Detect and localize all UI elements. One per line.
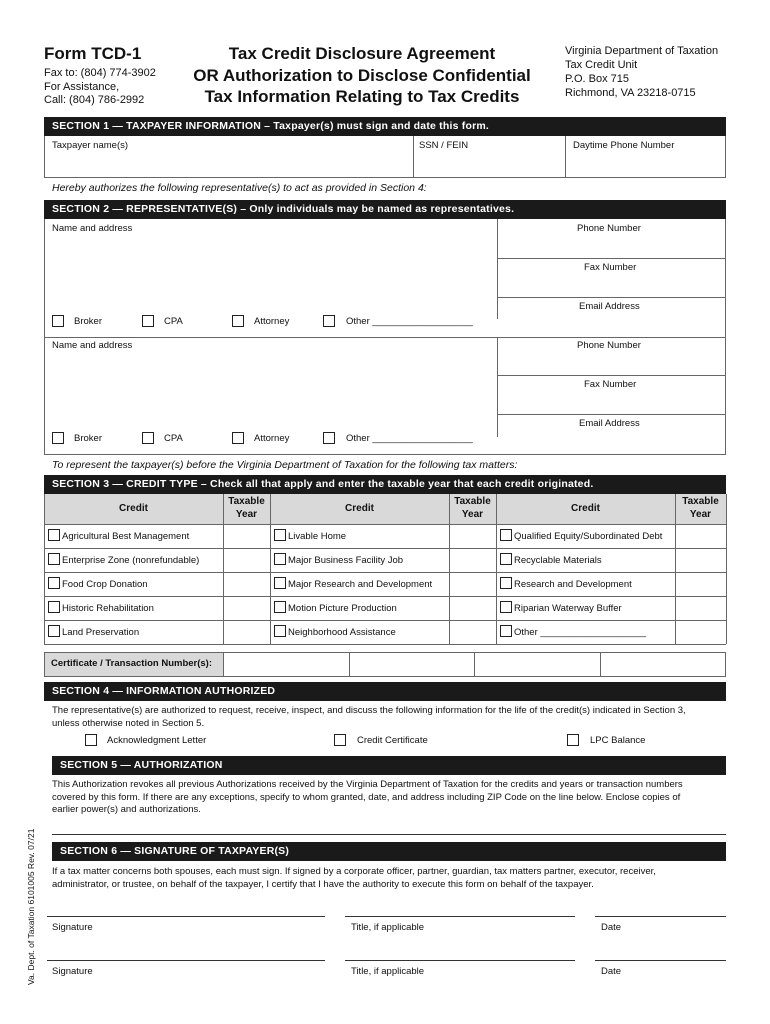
credit-table-vline (726, 494, 727, 644)
title-line-2-field[interactable] (345, 960, 575, 961)
credit-label: Motion Picture Production (288, 603, 397, 614)
rep2-other-checkbox[interactable] (323, 432, 335, 444)
section4-heading: SECTION 4 — INFORMATION AUTHORIZED (44, 682, 726, 701)
rep2-phone-field[interactable]: Phone Number (577, 340, 641, 351)
credit-label: Land Preservation (62, 627, 140, 638)
credit-certificate-label: Credit Certificate (357, 735, 428, 746)
credit-checkbox[interactable] (48, 529, 60, 541)
section5-heading: SECTION 5 — AUTHORIZATION (52, 756, 726, 775)
taxable-year-field[interactable] (450, 597, 496, 620)
credit-checkbox[interactable] (48, 553, 60, 565)
credit-checkbox[interactable] (48, 625, 60, 637)
rep2-divider (497, 337, 498, 437)
credit-checkbox[interactable] (500, 625, 512, 637)
daytime-phone-field[interactable]: Daytime Phone Number (573, 140, 675, 151)
credit-label: Major Research and Development (288, 579, 433, 590)
credit-table-hline (44, 548, 726, 549)
credit-label: Major Business Facility Job (288, 555, 404, 566)
title-line-1-field[interactable] (345, 916, 575, 917)
lpc-balance-checkbox[interactable] (567, 734, 579, 746)
call-line: Call: (804) 786-2992 (44, 94, 145, 106)
year-col-header-1: Taxable (682, 496, 719, 507)
rep2-line-a (497, 375, 726, 376)
taxable-year-field[interactable] (676, 597, 726, 620)
rep1-attorney-label: Attorney (254, 316, 290, 327)
taxable-year-field[interactable] (224, 621, 270, 644)
cert-number-field-1[interactable] (224, 653, 349, 676)
credit-label: Livable Home (288, 531, 347, 542)
credit-checkbox[interactable] (500, 577, 512, 589)
credit-label: Agricultural Best Management (62, 531, 190, 542)
date-line-1[interactable] (595, 916, 726, 917)
date-line-2[interactable] (595, 960, 726, 961)
section4-text-2: unless otherwise noted in Section 5. (52, 717, 205, 729)
credit-certificate-checkbox[interactable] (334, 734, 346, 746)
credit-checkbox[interactable] (48, 577, 60, 589)
rep1-cpa-checkbox[interactable] (142, 315, 154, 327)
credit-table-hline (44, 572, 726, 573)
s1-divider-2 (565, 136, 566, 178)
credit-checkbox[interactable] (500, 601, 512, 613)
agency-line-1: Virginia Department of Taxation (565, 45, 719, 57)
acknowledgment-letter-label: Acknowledgment Letter (107, 735, 207, 746)
rep1-line-b (497, 297, 726, 298)
credit-table-hline (44, 524, 726, 525)
title-line-3: Tax Information Relating to Tax Credits (204, 87, 520, 106)
taxable-year-field[interactable] (450, 573, 496, 596)
form-id: Form TCD-1 (44, 44, 142, 63)
credit-col-header: Credit (119, 503, 148, 514)
rep1-divider (497, 219, 498, 319)
credit-checkbox[interactable] (274, 553, 286, 565)
credit-label: Recyclable Materials (514, 555, 602, 566)
credit-checkbox[interactable] (500, 553, 512, 565)
signature-line-1[interactable] (47, 916, 325, 917)
s1-divider-1 (413, 136, 414, 178)
taxable-year-field[interactable] (450, 621, 496, 644)
section3-heading: SECTION 3 — CREDIT TYPE – Check all that apply and enter the taxable year that each credit originated. (44, 475, 726, 494)
s1-bottom (44, 177, 726, 178)
taxable-year-field[interactable] (676, 621, 726, 644)
title-line-1: Tax Credit Disclosure Agreement (228, 44, 496, 63)
signature-line-2[interactable] (47, 960, 325, 961)
taxable-year-field[interactable] (450, 549, 496, 572)
credit-checkbox[interactable] (274, 577, 286, 589)
credit-col-header: Credit (571, 503, 600, 514)
agency-address (565, 44, 718, 100)
agency-line-3: P.O. Box 715 (565, 73, 630, 85)
year-col-header-2: Year (689, 509, 712, 520)
credit-table-hline (44, 620, 726, 621)
cert-number-field-4[interactable] (601, 653, 725, 676)
taxable-year-field[interactable] (224, 573, 270, 596)
credit-label: Qualified Equity/Subordinated Debt (514, 531, 663, 542)
section4-text (52, 705, 722, 730)
hereby-text: Hereby authorizes the following representative(s) to act as provided in Section 4: (52, 182, 427, 194)
credit-label: Neighborhood Assistance (288, 627, 396, 638)
year-col-header-2: Year (235, 509, 258, 520)
rep1-other-label[interactable]: Other ___________________ (346, 316, 473, 327)
title-label-1: Title, if applicable (351, 922, 425, 933)
credit-table-vline (270, 494, 271, 644)
title-label-2: Title, if applicable (351, 966, 425, 977)
agency-line-4: Richmond, VA 23218-0715 (565, 87, 696, 99)
signature-label-2: Signature (52, 966, 93, 977)
signature-label-1: Signature (52, 922, 93, 933)
rep1-name-address-field[interactable]: Name and address (52, 223, 133, 234)
rep2-bottom (44, 454, 726, 455)
rep1-fax-field[interactable]: Fax Number (584, 262, 637, 273)
taxable-year-field[interactable] (224, 525, 270, 548)
rep2-cpa-label: CPA (164, 433, 183, 444)
title-line-2: OR Authorization to Disclose Confidential (193, 65, 531, 85)
credit-label: Research and Development (514, 579, 632, 590)
credit-label: Food Crop Donation (62, 579, 148, 590)
year-col-header-1: Taxable (228, 496, 265, 507)
taxable-year-field[interactable] (676, 525, 726, 548)
s1-left-border (44, 136, 45, 178)
credit-table-vline (44, 494, 45, 644)
year-col-header-1: Taxable (454, 496, 491, 507)
credit-checkbox[interactable] (48, 601, 60, 613)
credit-table-hline (44, 596, 726, 597)
cert-bottom (44, 676, 726, 677)
rep1-other-checkbox[interactable] (323, 315, 335, 327)
rep2-name-address-field[interactable]: Name and address (52, 340, 133, 351)
section5-text-3: earlier power(s) and authorizations. (52, 804, 201, 815)
rep1-attorney-checkbox[interactable] (232, 315, 244, 327)
taxpayer-name-field[interactable]: Taxpayer name(s) (52, 140, 129, 151)
form-revision-sidebar: Va. Dept. of Taxation 6101005 Rev. 07/21 (26, 828, 36, 985)
rep2-cpa-checkbox[interactable] (142, 432, 154, 444)
date-label-2: Date (601, 966, 622, 977)
rep1-cpa-label: CPA (164, 316, 183, 327)
s1-right-border (725, 136, 726, 178)
taxable-year-field[interactable] (224, 549, 270, 572)
credit-checkbox[interactable] (274, 529, 286, 541)
section6-heading: SECTION 6 — SIGNATURE OF TAXPAYER(S) (52, 842, 726, 861)
rep2-line-b (497, 414, 726, 415)
credit-checkbox[interactable] (500, 529, 512, 541)
taxable-year-field[interactable] (676, 549, 726, 572)
section2-heading: SECTION 2 — REPRESENTATIVE(S) – Only individuals may be named as representatives. (44, 200, 726, 219)
cert-number-field-2[interactable] (350, 653, 474, 676)
year-col-header-2: Year (461, 509, 484, 520)
rep1-broker-label: Broker (74, 316, 102, 327)
agency-line-2: Tax Credit Unit (565, 59, 638, 71)
rep2-broker-checkbox[interactable] (52, 432, 64, 444)
credit-checkbox[interactable] (274, 625, 286, 637)
rep2-attorney-label: Attorney (254, 433, 290, 444)
section1-heading: SECTION 1 — TAXPAYER INFORMATION – Taxpayer(s) must sign and date this form. (44, 117, 726, 136)
rep2-email-field[interactable]: Email Address (579, 418, 640, 429)
credit-table-hline (44, 644, 726, 645)
credit-checkbox[interactable] (274, 601, 286, 613)
credit-table-vline (496, 494, 497, 644)
fax-info (44, 67, 156, 108)
fax-line: Fax to: (804) 774-3902 (44, 67, 156, 79)
section6-text-2: administrator, or trustee, on behalf of the taxpayer, I certify that I have the authority to execute this form on behalf of the taxpayer. (52, 878, 594, 890)
rep2-other-label[interactable]: Other ___________________ (346, 433, 473, 444)
represent-text: To represent the taxpayer(s) before the Virginia Department of Taxation for the following tax matters: (52, 459, 518, 471)
credit-label: Other ____________________ (514, 627, 647, 638)
taxable-year-field[interactable] (450, 525, 496, 548)
rep1-phone-field[interactable]: Phone Number (577, 223, 641, 234)
section6-text-1: If a tax matter concerns both spouses, each must sign. If signed by a corporate officer, partner, guardian, tax matters partner, executor, receiver, (52, 866, 656, 877)
assist-line: For Assistance, (44, 80, 120, 93)
credit-label: Enterprise Zone (nonrefundable) (62, 555, 200, 566)
form-title (182, 43, 542, 108)
rep2-broker-label: Broker (74, 433, 102, 444)
rep2-attorney-checkbox[interactable] (232, 432, 244, 444)
section4-text-1: The representative(s) are authorized to request, receive, inspect, and discuss the following information for the life of the credit(s) indicated in Section 3, (52, 705, 686, 716)
ssn-fein-field[interactable]: SSN / FEIN (419, 140, 469, 151)
rep1-email-field[interactable]: Email Address (579, 301, 640, 312)
section5-text-1: This Authorization revokes all previous Authorizations received by the Virginia Department of Taxation for the credits and years or transaction numbers (52, 779, 683, 790)
section6-text (52, 866, 722, 891)
taxable-year-field[interactable] (224, 597, 270, 620)
acknowledgment-letter-checkbox[interactable] (85, 734, 97, 746)
cert-label: Certificate / Transaction Number(s): (51, 658, 213, 669)
rep1-line-a (497, 258, 726, 259)
cert-number-field-3[interactable] (475, 653, 600, 676)
exceptions-line[interactable] (52, 834, 726, 835)
rep1-bottom (44, 337, 726, 338)
rep1-broker-checkbox[interactable] (52, 315, 64, 327)
credit-col-header: Credit (345, 503, 374, 514)
lpc-balance-label: LPC Balance (590, 735, 646, 746)
date-label-1: Date (601, 922, 622, 933)
credit-label: Riparian Waterway Buffer (514, 603, 622, 614)
section5-text (52, 779, 722, 817)
cert-right (725, 652, 726, 677)
credit-label: Historic Rehabilitation (62, 603, 154, 614)
rep2-fax-field[interactable]: Fax Number (584, 379, 637, 390)
section5-text-2: covered by this form. If there are any exceptions, specify to whom granted, date, and address including ZIP Code on the line below. Enclose copies of (52, 791, 681, 803)
taxable-year-field[interactable] (676, 573, 726, 596)
